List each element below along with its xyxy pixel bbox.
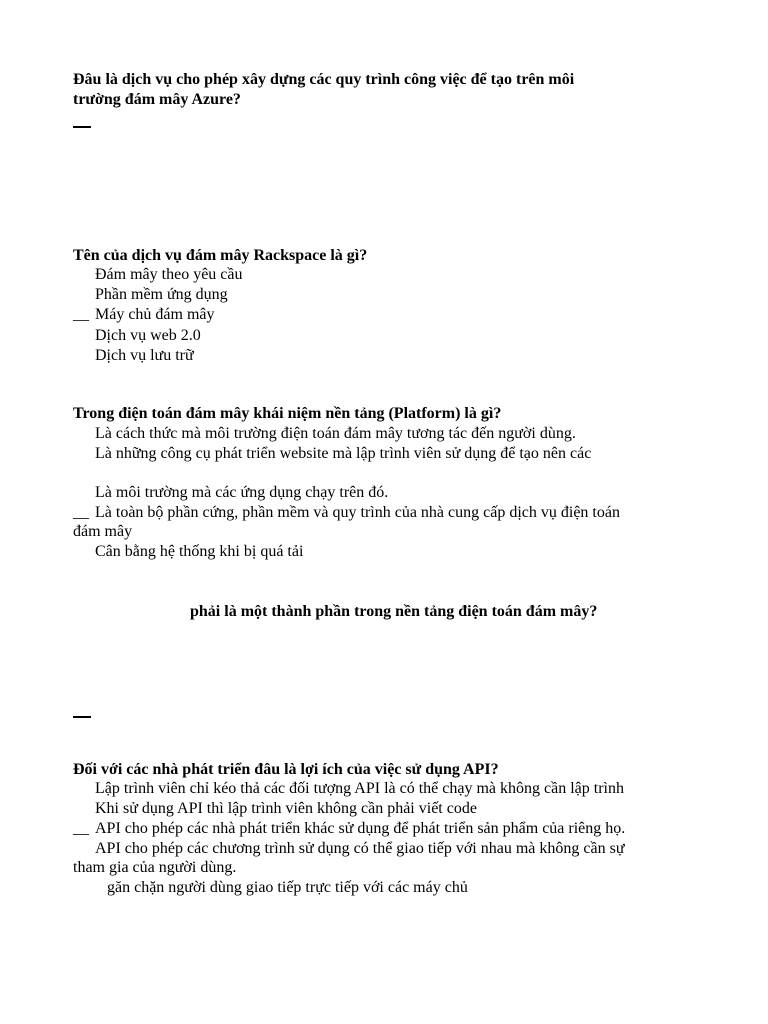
question-2-title: Tên của dịch vụ đám mây Rackspace là gì? bbox=[73, 247, 368, 264]
question-5-answer-mark: __ bbox=[73, 820, 89, 837]
question-5-option-2: Khi sử dụng API thì lập trình viên không cần phải viết code bbox=[95, 800, 477, 817]
question-3-option-2: Là những công cụ phát triển website mà lập trình viên sử dụng để tạo nên các bbox=[95, 445, 592, 462]
question-4-title: phải là một thành phần trong nền tảng điện toán đám mây? bbox=[190, 603, 598, 620]
question-5-option-5: găn chặn người dùng giao tiếp trực tiếp với các máy chủ bbox=[107, 879, 468, 896]
question-3-option-3: Là môi trường mà các ứng dụng chạy trên đó. bbox=[95, 484, 389, 501]
question-2-option-5: Dịch vụ lưu trữ bbox=[95, 347, 194, 364]
question-5-option-3: API cho phép các nhà phát triển khác sử dụng để phát triển sản phẩm của riêng họ. bbox=[95, 820, 626, 837]
question-5-title: Đối với các nhà phát triển đâu là lợi ích của việc sử dụng API? bbox=[73, 761, 499, 778]
question-1-title-line-2: trường đám mây Azure? bbox=[73, 91, 241, 108]
question-3-title: Trong điện toán đám mây khái niệm nền tảng (Platform) là gì? bbox=[73, 405, 502, 422]
question-1-answer-mark bbox=[73, 126, 91, 128]
question-2-option-3: Máy chủ đám mây bbox=[95, 306, 215, 323]
question-1-title-line-1: Đâu là dịch vụ cho phép xây dựng các quy trình công việc để tạo trên môi bbox=[73, 71, 575, 88]
question-3-option-5: Cân bằng hệ thống khi bị quá tải bbox=[95, 543, 304, 560]
question-2-option-2: Phần mềm ứng dụng bbox=[95, 286, 228, 303]
question-3-option-4: Là toàn bộ phần cứng, phần mềm và quy trình của nhà cung cấp dịch vụ điện toán bbox=[95, 504, 620, 521]
question-2-option-4: Dịch vụ web 2.0 bbox=[95, 327, 201, 344]
question-2-option-1: Đám mây theo yêu cầu bbox=[95, 266, 243, 283]
question-3-option-4-continued: đám mây bbox=[73, 523, 133, 540]
question-5-option-1: Lập trình viên chỉ kéo thả các đối tượng API là có thể chạy mà không cần lập trình bbox=[95, 780, 624, 797]
question-3-answer-mark: __ bbox=[73, 504, 89, 521]
question-5-option-4: API cho phép các chương trình sử dụng có thể giao tiếp với nhau mà không cần sự bbox=[95, 840, 625, 857]
question-4-answer-mark bbox=[73, 716, 91, 718]
question-3-option-1: Là cách thức mà môi trường điện toán đám mây tương tác đến người dùng. bbox=[95, 425, 576, 442]
question-5-option-4-continued: tham gia của người dùng. bbox=[73, 859, 237, 876]
question-2-answer-mark: __ bbox=[73, 306, 89, 323]
